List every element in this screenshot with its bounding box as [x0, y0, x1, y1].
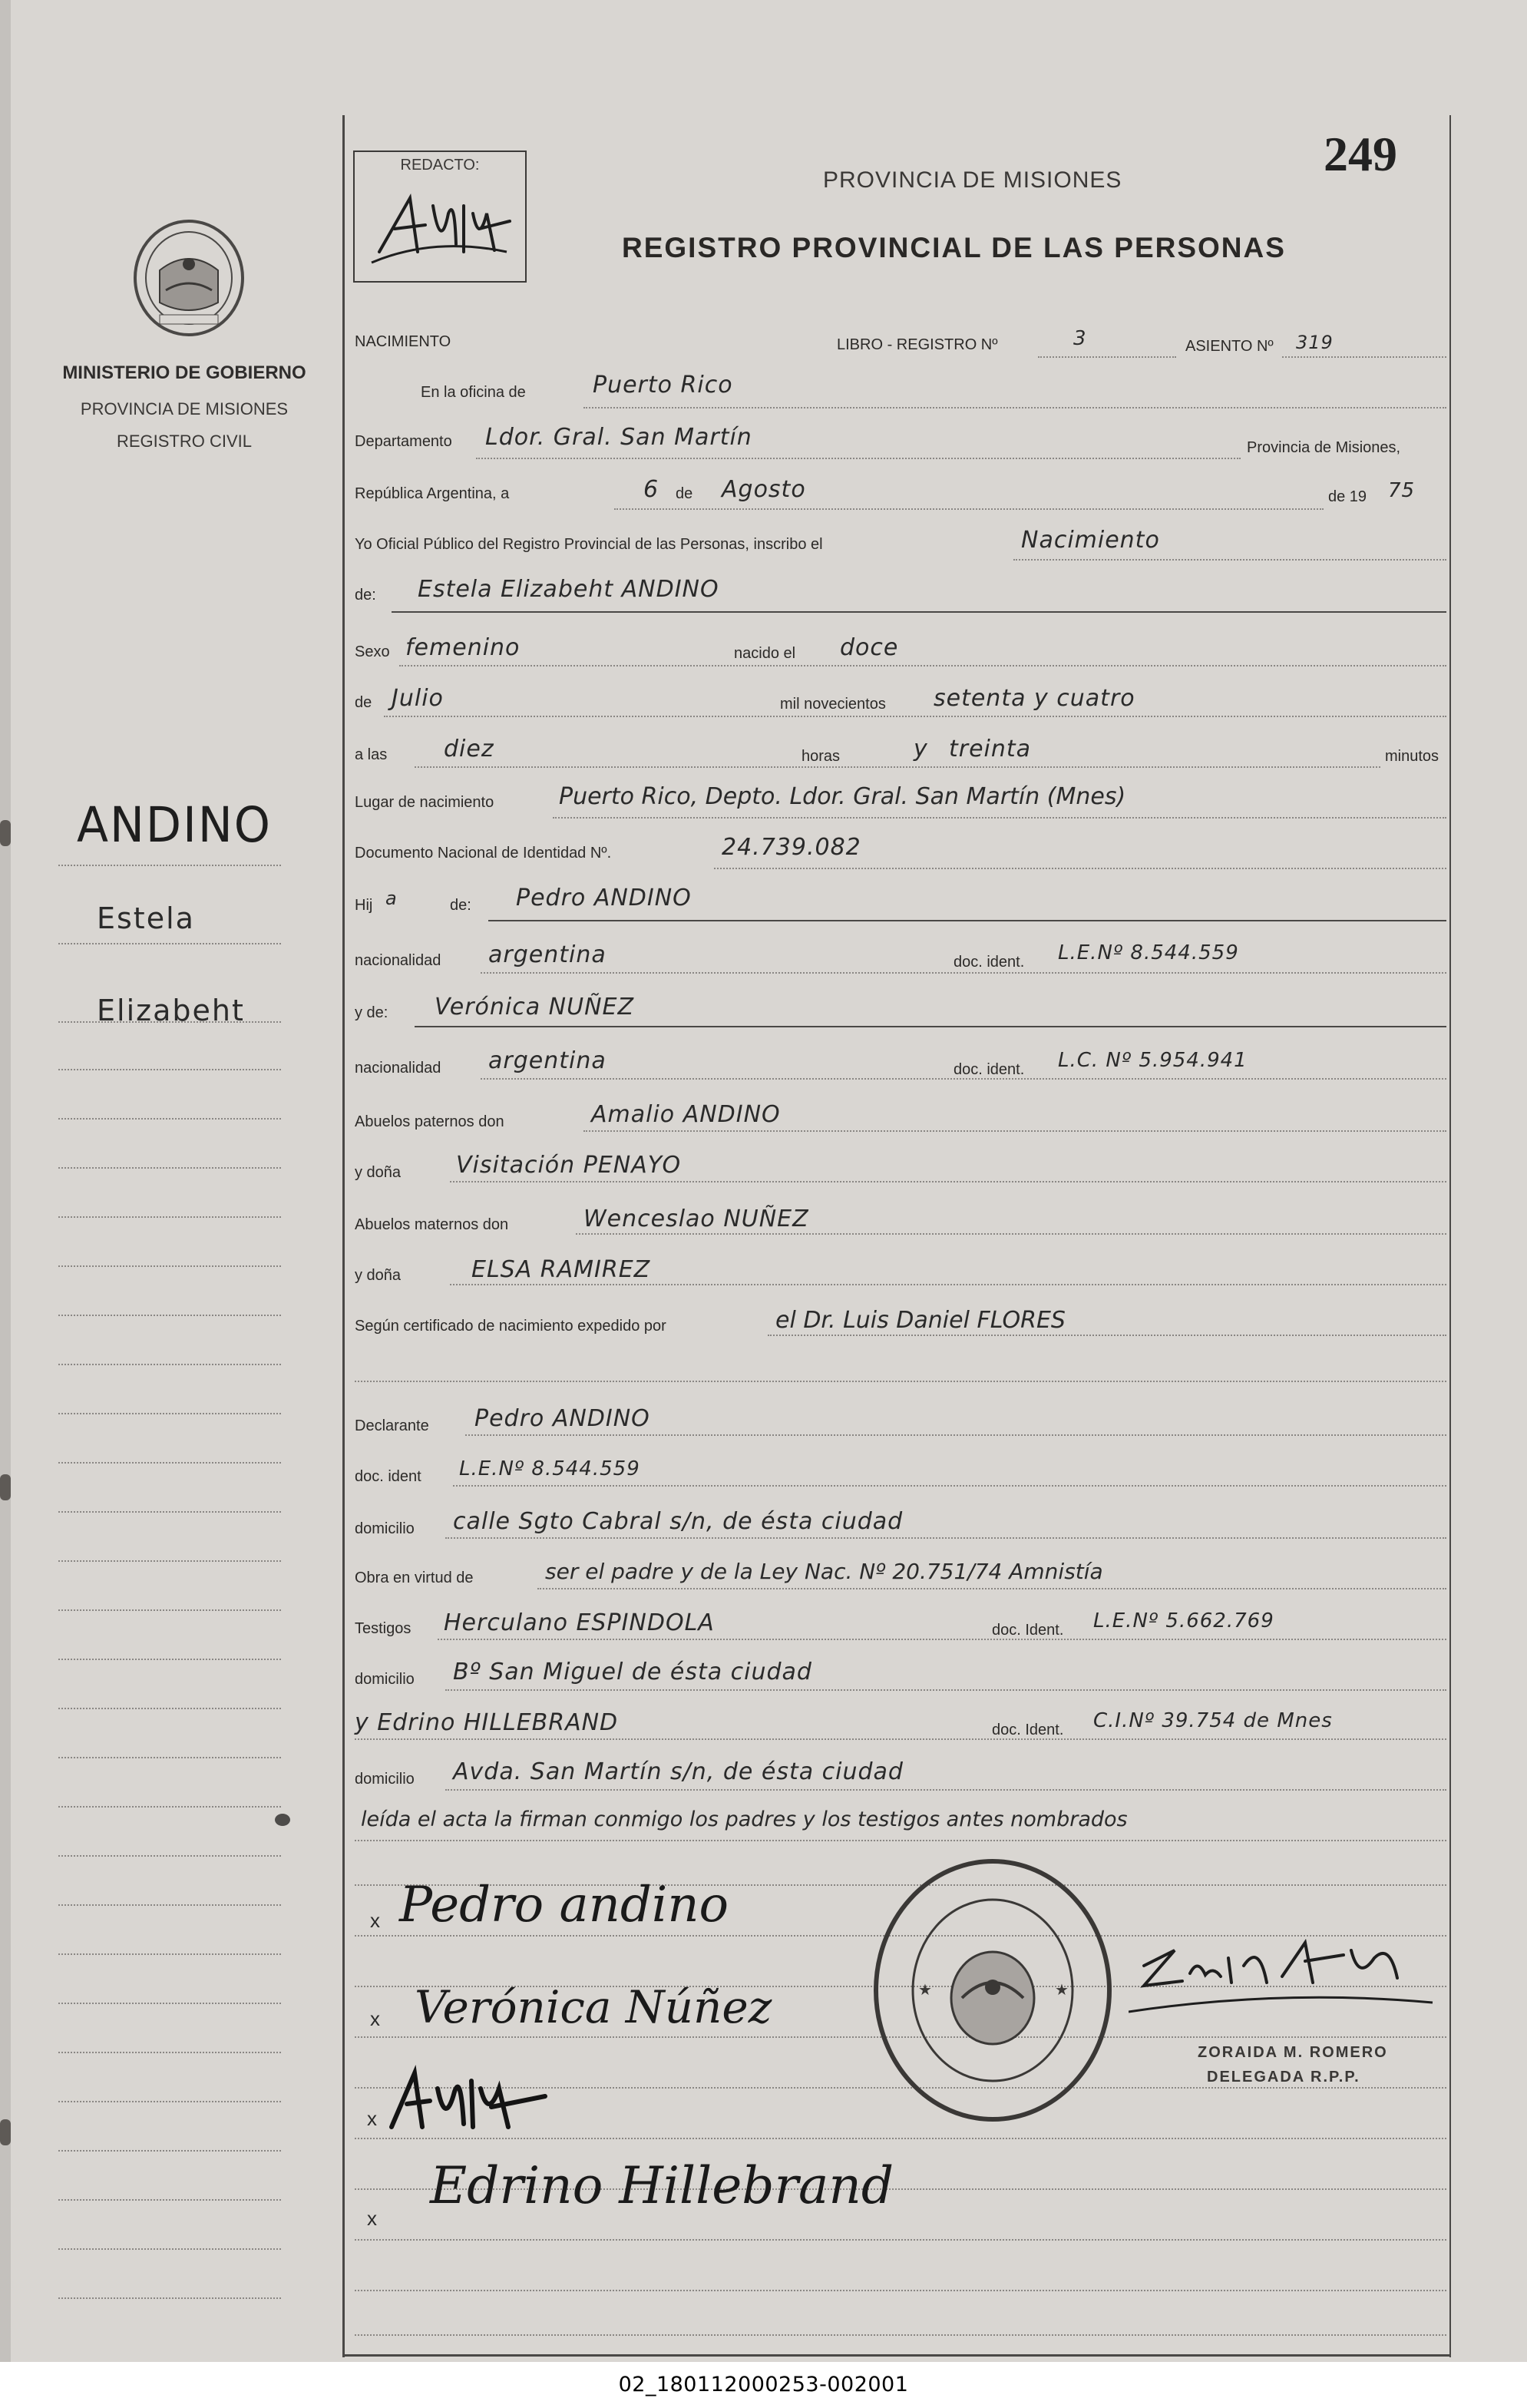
fecha-line — [614, 508, 1324, 510]
anio-nac-value: setenta y cuatro — [934, 685, 1135, 712]
testigo2-line — [355, 1738, 1446, 1740]
sexo-line — [399, 665, 1446, 666]
docid3-label: doc. Ident. — [992, 1622, 1064, 1639]
signature-line — [355, 2239, 1446, 2241]
oficina-line — [583, 407, 1446, 408]
minutos-label: minutos — [1385, 748, 1439, 765]
signature-mark: x — [367, 2207, 377, 2230]
margin-line — [58, 1364, 281, 1365]
file-id: 02_180112000253-002001 — [618, 2373, 909, 2396]
docid1-value: L.E.Nº 8.544.559 — [1058, 941, 1239, 964]
closing-line — [355, 1840, 1446, 1841]
docid4-label: doc. Ident. — [992, 1722, 1064, 1738]
province-heading: PROVINCIA DE MISIONES — [823, 167, 1122, 193]
cert-value: el Dr. Luis Daniel FLORES — [775, 1307, 1066, 1334]
testigo2-value: y Edrino HILLEBRAND — [355, 1709, 619, 1736]
redacto-initials-signature — [364, 183, 514, 272]
minutos-pre: y — [914, 736, 928, 762]
signature-mark: x — [370, 2007, 380, 2030]
libro-line — [1038, 356, 1176, 358]
margin-line — [58, 1560, 281, 1562]
margin-line — [58, 1855, 281, 1857]
nac1-label: nacionalidad — [355, 952, 441, 969]
section-label: NACIMIENTO — [355, 333, 451, 350]
margin-line — [58, 1904, 281, 1906]
sexo-label: Sexo — [355, 643, 390, 660]
testigo1-value: Herculano ESPINDOLA — [444, 1609, 715, 1636]
margin-line — [58, 1609, 281, 1611]
nacido-value: doce — [840, 634, 899, 661]
margin-line — [58, 1462, 281, 1464]
cert-label: Según certificado de nacimiento expedido por — [355, 1318, 666, 1335]
dni-line — [714, 868, 1446, 869]
abm-label: Abuelos maternos don — [355, 1216, 509, 1233]
domicilio3-line — [445, 1789, 1446, 1791]
lugar-line — [553, 817, 1446, 819]
left-margin-line — [342, 115, 345, 2357]
margin-line — [58, 1953, 281, 1955]
margin-line — [58, 1265, 281, 1267]
ministry-province: PROVINCIA DE MISIONES — [80, 399, 289, 418]
closing-text: leída el acta la firman conmigo los padres y los testigos antes nombrados — [361, 1808, 1128, 1831]
obra-value: ser el padre y de la Ley Nac. Nº 20.751/74 Amnistía — [545, 1559, 1103, 1584]
libro-value: 3 — [1073, 327, 1087, 350]
year-label: de 19 — [1328, 488, 1367, 505]
docident-line — [453, 1485, 1446, 1487]
hij-suffix: a — [385, 888, 398, 909]
margin-line — [58, 2199, 281, 2201]
year-value: 75 — [1388, 479, 1416, 502]
abp-line — [583, 1130, 1446, 1132]
margin-line — [58, 1413, 281, 1414]
blank-line — [355, 1381, 1446, 1382]
de-label: de — [676, 485, 693, 502]
margin-line — [58, 1806, 281, 1808]
right-margin-line — [1449, 115, 1451, 2357]
margin-line — [58, 1167, 281, 1169]
nac2-label: nacionalidad — [355, 1060, 441, 1077]
nac2-line — [481, 1078, 1446, 1080]
domicilio3-value: Avda. San Martín s/n, de ésta ciudad — [453, 1758, 904, 1785]
padre-rule — [488, 920, 1446, 921]
margin-line — [58, 1315, 281, 1316]
madre-rule — [415, 1026, 1446, 1027]
signature-witness-1 — [384, 2058, 553, 2142]
alas-label: a las — [355, 746, 388, 763]
svg-text:★: ★ — [918, 1980, 932, 1999]
ink-smudge — [275, 1814, 290, 1826]
domicilio2-line — [445, 1689, 1446, 1691]
dni-label: Documento Nacional de Identidad Nº. — [355, 845, 612, 862]
mes-nac-value: Julio — [392, 685, 444, 712]
padre-de-label: de: — [450, 897, 471, 914]
testigos-label: Testigos — [355, 1620, 411, 1637]
testigos-line — [438, 1639, 1446, 1640]
registry-stamp-icon — [866, 1852, 1119, 2128]
margin-line — [58, 1069, 281, 1070]
asiento-line — [1282, 356, 1446, 358]
abp2-value: Visitación PENAYO — [456, 1152, 682, 1179]
docid3-value: L.E.Nº 5.662.769 — [1093, 1609, 1274, 1632]
margin-given-name-2: Elizabeht — [97, 994, 245, 1027]
signature-mark: x — [367, 2107, 377, 2130]
asiento-label: ASIENTO Nº — [1185, 338, 1274, 355]
redacto-box — [353, 150, 527, 283]
nac1-value: argentina — [488, 941, 607, 968]
oficial-value: Nacimiento — [1021, 527, 1160, 554]
margin-line — [58, 2003, 281, 2004]
nombre-rule — [392, 611, 1446, 613]
docid1-label: doc. ident. — [954, 954, 1025, 971]
nac2-value: argentina — [488, 1047, 607, 1074]
nombre-value: Estela Elizabeht ANDINO — [418, 576, 719, 603]
obra-line — [537, 1588, 1446, 1589]
signature-line — [355, 2334, 1446, 2336]
margin-line — [58, 1708, 281, 1709]
oficina-value: Puerto Rico — [593, 372, 733, 399]
margin-line — [58, 943, 281, 944]
oficial-line — [1013, 559, 1446, 561]
oficial-label: Yo Oficial Público del Registro Provincial de las Personas, inscribo el — [355, 536, 823, 553]
domicilio2-label: domicilio — [355, 1671, 415, 1688]
horas-label: horas — [802, 748, 841, 765]
departamento-label: Departamento — [355, 433, 452, 450]
ministry-office: REGISTRO CIVIL — [116, 432, 253, 451]
signature-witness-2: Edrino Hillebrand — [430, 2156, 894, 2215]
mil-label: mil novecientos — [780, 696, 886, 713]
departamento-value: Ldor. Gral. San Martín — [485, 424, 752, 451]
abp2-line — [450, 1181, 1446, 1182]
binding-staple — [0, 2119, 11, 2145]
mes-de-label: de — [355, 694, 372, 711]
docid4-value: C.I.Nº 39.754 de Mnes — [1093, 1709, 1333, 1732]
lugar-label: Lugar de nacimiento — [355, 794, 494, 811]
ydona2-label: y doña — [355, 1267, 402, 1284]
republica-label: República Argentina, a — [355, 485, 510, 502]
signature-line — [355, 2290, 1446, 2291]
sexo-value: femenino — [405, 634, 521, 661]
declarante-line — [465, 1434, 1446, 1436]
official-signature — [1129, 1912, 1436, 2027]
abp-label: Abuelos paternos don — [355, 1113, 504, 1130]
signature-father: Pedro andino — [399, 1877, 729, 1933]
docid2-value: L.C. Nº 5.954.941 — [1058, 1049, 1248, 1072]
margin-surname: ANDINO — [77, 797, 272, 854]
padre-value: Pedro ANDINO — [516, 885, 692, 911]
domicilio2-value: Bº San Miguel de ésta ciudad — [453, 1659, 812, 1685]
mes-line — [384, 716, 1446, 717]
page-number: 249 — [1324, 127, 1397, 181]
ydona1-label: y doña — [355, 1164, 402, 1181]
signature-mark: x — [370, 1909, 380, 1932]
signature-mother: Verónica Núñez — [415, 1981, 772, 2033]
page-binding-edge — [0, 0, 11, 2362]
departamento-line — [476, 458, 1241, 459]
file-id-footer — [0, 2362, 1527, 2408]
madre-value: Verónica NUÑEZ — [435, 994, 635, 1020]
dni-value: 24.739.082 — [722, 834, 861, 861]
docid2-label: doc. ident. — [954, 1061, 1025, 1078]
yde-label: y de: — [355, 1004, 388, 1021]
docident-value: L.E.Nº 8.544.559 — [459, 1457, 640, 1480]
binding-staple — [0, 1474, 11, 1500]
provincia-label: Provincia de Misiones, — [1247, 439, 1401, 456]
margin-line — [58, 1118, 281, 1120]
nombre-de-label: de: — [355, 587, 376, 604]
margin-line — [58, 2297, 281, 2299]
redacto-label: REDACTO: — [400, 157, 480, 174]
abm-value: Wenceslao NUÑEZ — [583, 1206, 809, 1232]
hij-label: Hij — [355, 897, 373, 914]
abm2-value: ELSA RAMIREZ — [471, 1256, 651, 1283]
domicilio1-line — [445, 1537, 1446, 1539]
margin-line — [58, 1216, 281, 1218]
official-name: ZORAIDA M. ROMERO — [1198, 2044, 1388, 2061]
official-role: DELEGADA R.P.P. — [1207, 2069, 1360, 2086]
hora-line — [415, 766, 1380, 768]
margin-line — [58, 865, 281, 866]
registry-title: REGISTRO PROVINCIAL DE LAS PERSONAS — [622, 232, 1286, 263]
margin-line — [58, 2052, 281, 2053]
month-value: Agosto — [722, 476, 806, 503]
domicilio1-label: domicilio — [355, 1520, 415, 1537]
margin-line — [58, 1511, 281, 1513]
binding-staple — [0, 820, 11, 846]
nac1-line — [481, 972, 1446, 974]
bottom-rule — [342, 2354, 1451, 2357]
libro-label: LIBRO - REGISTRO Nº — [837, 336, 998, 353]
margin-line — [58, 1757, 281, 1758]
margin-line — [58, 1659, 281, 1660]
horas-value: diez — [444, 736, 494, 762]
lugar-value: Puerto Rico, Depto. Ldor. Gral. San Martín (Mnes) — [559, 783, 1126, 810]
asiento-value: 319 — [1296, 332, 1334, 353]
obra-label: Obra en virtud de — [355, 1570, 474, 1586]
margin-line — [58, 2150, 281, 2152]
provincial-seal-icon — [129, 217, 249, 338]
ministry-title: MINISTERIO DE GOBIERNO — [62, 362, 306, 383]
domicilio1-value: calle Sgto Cabral s/n, de ésta ciudad — [453, 1508, 904, 1535]
abp-value: Amalio ANDINO — [591, 1101, 781, 1128]
svg-text:★: ★ — [1055, 1980, 1069, 1999]
oficina-label: En la oficina de — [421, 384, 526, 401]
margin-line — [58, 2248, 281, 2250]
margin-given-name-1: Estela — [97, 901, 195, 935]
domicilio3-label: domicilio — [355, 1771, 415, 1788]
nacido-label: nacido el — [734, 645, 796, 662]
abm2-line — [450, 1284, 1446, 1285]
day-value: 6 — [643, 476, 659, 503]
declarante-value: Pedro ANDINO — [474, 1405, 650, 1432]
cert-line — [768, 1335, 1446, 1336]
abm-line — [576, 1233, 1446, 1235]
minutos-value: treinta — [949, 736, 1032, 762]
docident-label: doc. ident — [355, 1468, 421, 1485]
margin-line — [58, 2101, 281, 2102]
declarante-label: Declarante — [355, 1417, 429, 1434]
